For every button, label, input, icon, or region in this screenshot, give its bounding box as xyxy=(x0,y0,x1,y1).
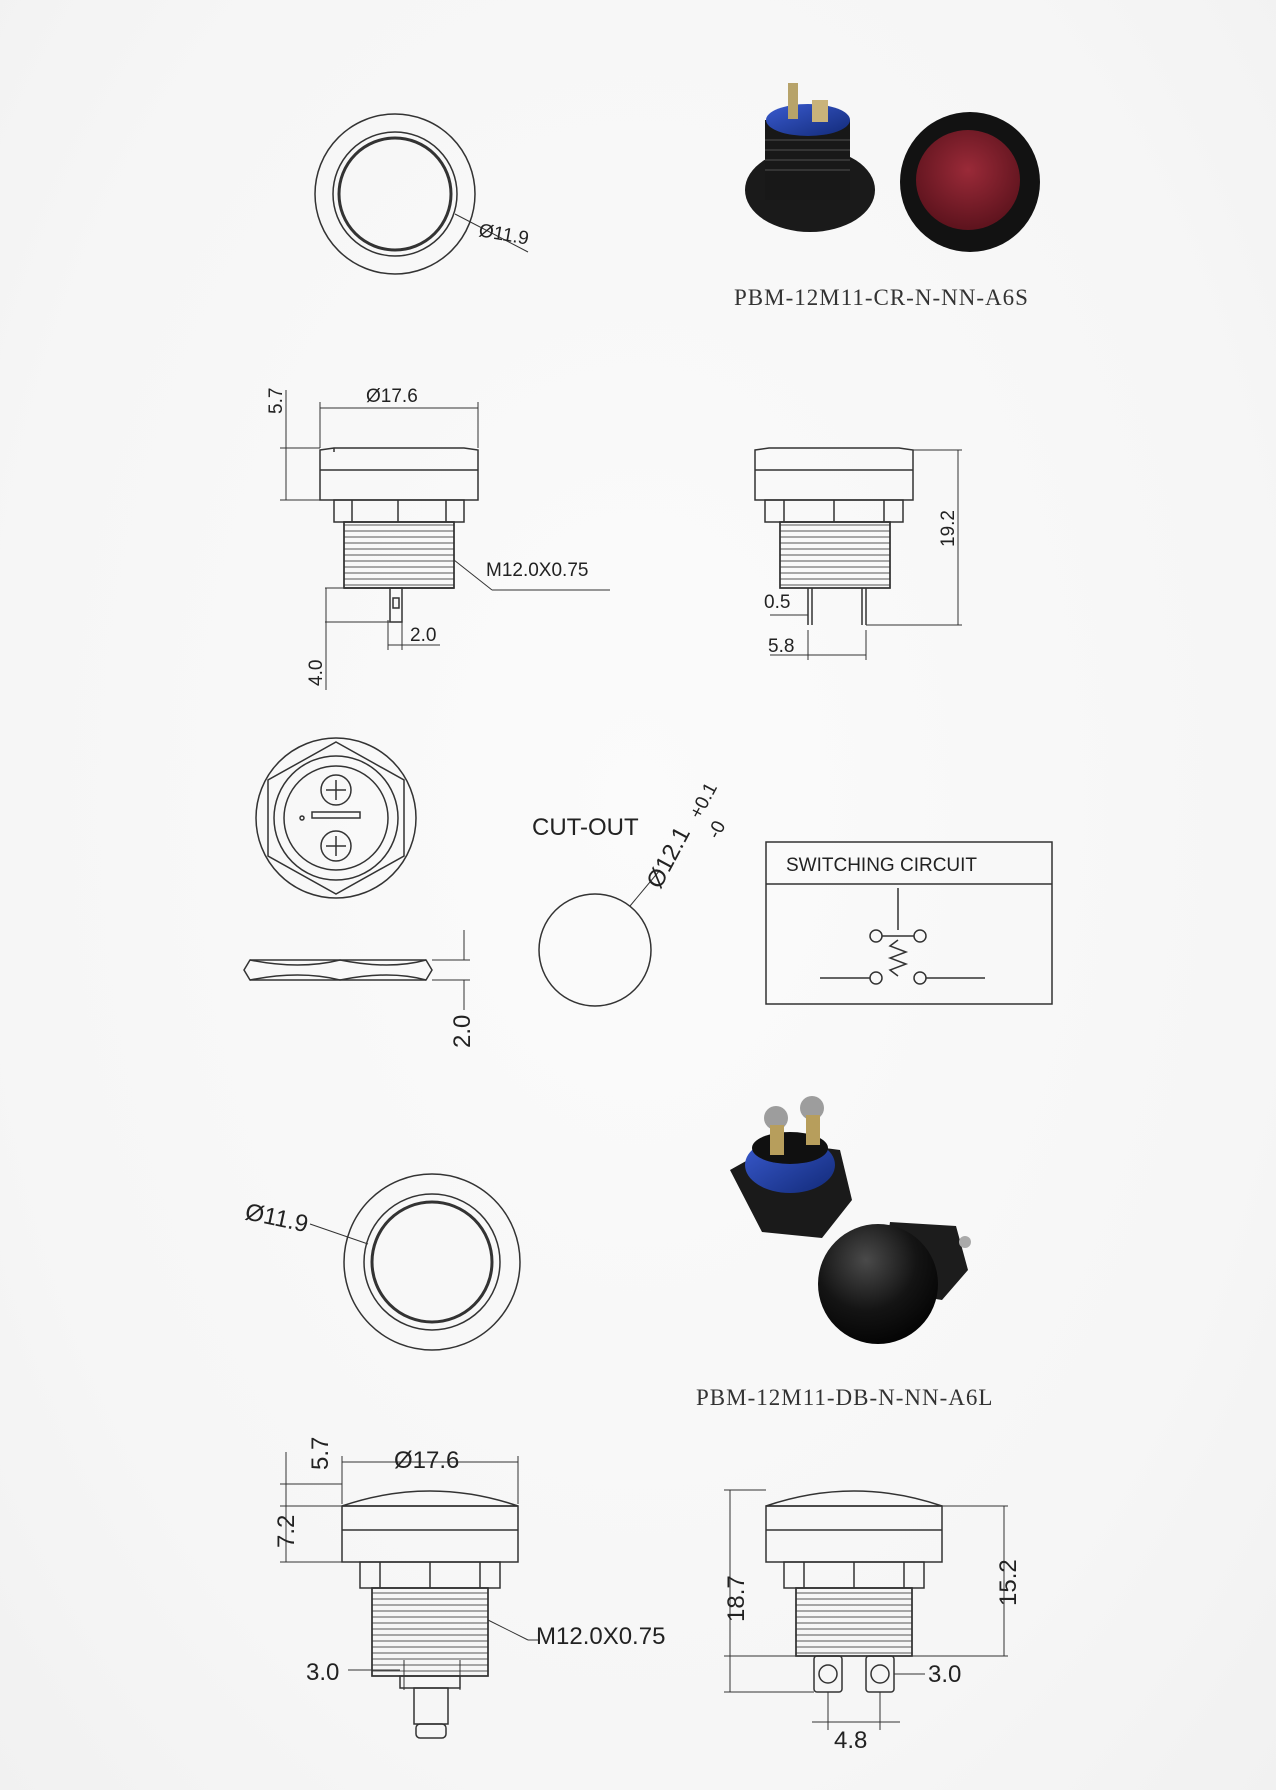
bottom2-body-height-label: 15.2 xyxy=(995,1559,1022,1606)
front-diameter-top-label: Ø11.9 xyxy=(477,220,531,250)
cutout-tol-minus: -0 xyxy=(703,817,731,843)
model-label-top: PBM-12M11-CR-N-NN-A6S xyxy=(734,285,1029,310)
bottom-head-height-label: 7.2 xyxy=(273,1514,300,1548)
side-height-label: 5.7 xyxy=(266,387,287,414)
side-terminal-width-label: 2.0 xyxy=(410,625,437,646)
nut-thickness-label: 2.0 xyxy=(449,1014,476,1048)
cutout-title: CUT-OUT xyxy=(532,814,639,841)
nut-side-view xyxy=(244,930,470,1010)
model-label-bottom: PBM-12M11-DB-N-NN-A6L xyxy=(696,1385,994,1410)
front-view-top xyxy=(315,114,531,274)
bottom-thread-label: M12.0X0.75 xyxy=(536,1623,666,1650)
side-view-bottom-right xyxy=(724,1490,1008,1730)
side-view-bottom-left xyxy=(280,1452,540,1738)
bottom-terminal-label: 3.0 xyxy=(306,1659,340,1686)
cutout-view xyxy=(539,870,660,1006)
front-diameter-bottom-label: Ø11.9 xyxy=(242,1198,311,1239)
bottom-head-diameter-label: Ø17.6 xyxy=(394,1447,460,1474)
bottom2-terminal-spacing-label: 4.8 xyxy=(834,1727,868,1754)
cutout-tol-plus: +0.1 xyxy=(685,779,723,823)
cutout-diameter-label: Ø12.1 xyxy=(641,822,696,893)
rear-view-hex xyxy=(256,738,416,898)
side2-terminal-spacing-label: 5.8 xyxy=(768,636,795,657)
bottom2-terminal-label: 3.0 xyxy=(928,1661,962,1688)
side-thread-label: M12.0X0.75 xyxy=(486,560,589,581)
product-photo-top xyxy=(745,83,1040,252)
side-head-diameter-label: Ø17.6 xyxy=(366,386,418,407)
product-photo-bottom xyxy=(730,1096,971,1344)
bottom2-total-height-label: 18.7 xyxy=(723,1575,750,1622)
side-terminal-length-label: 4.0 xyxy=(306,659,327,686)
switching-circuit-title: SWITCHING CIRCUIT xyxy=(786,855,978,876)
side-view-top-left xyxy=(280,390,610,690)
side2-terminal-thickness-label: 0.5 xyxy=(764,592,791,613)
bottom-dome-label: 5.7 xyxy=(307,1436,334,1470)
side-view-top-right xyxy=(755,448,962,660)
side2-total-height-label: 19.2 xyxy=(938,510,959,547)
front-view-bottom xyxy=(310,1174,520,1350)
